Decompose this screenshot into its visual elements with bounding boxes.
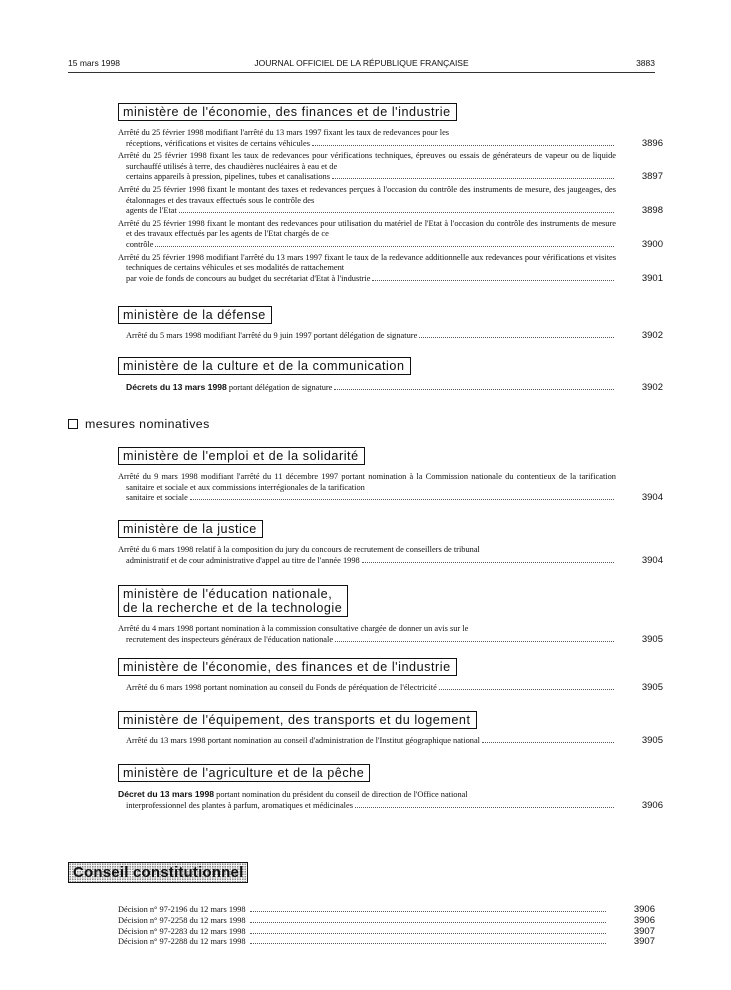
ministry-heading-line: ministère de la culture et de la communication (123, 359, 405, 373)
header-date: 15 mars 1998 (68, 58, 120, 68)
entry-text: réceptions, vérifications et visites de certains véhicules (126, 138, 310, 148)
entry-leader-line (126, 801, 616, 812)
decision-row (118, 925, 655, 938)
section-economie-2 (118, 658, 663, 696)
ministry-heading (118, 764, 370, 782)
entry (118, 789, 663, 811)
ministry-heading-line: ministère de la défense (123, 308, 266, 322)
entry-leader-line (126, 274, 616, 285)
entry-text: Arrêté du 6 mars 1998 relatif à la composition du jury du concours de recrutement de conseillers de tribunal (118, 545, 480, 554)
entry-text: recrutement des inspecteurs généraux de l'éducation nationale (126, 634, 334, 644)
entry-last-line (126, 206, 177, 217)
decision-page: 3907 (633, 925, 655, 937)
dot-leader (155, 246, 614, 247)
dot-leader (362, 562, 614, 563)
ministry-heading-line: ministère de l'emploi et de la solidarité (123, 449, 359, 463)
dot-leader (419, 337, 614, 338)
section-culture (118, 357, 663, 396)
page-number: 3883 (636, 58, 655, 68)
entry-text: Arrêté du 25 février 1998 modifiant l'arrêté du 13 mars 1997 fixant le taux de la redevance additionnelle aux redevances pour vérifications et visites techniques de certains véhicules et ses modalités de rattachement (118, 252, 616, 273)
dot-leader (439, 689, 614, 690)
dot-leader (250, 933, 606, 934)
entry-leader-line (126, 206, 616, 217)
header-rule (68, 72, 655, 73)
entry (118, 682, 663, 694)
entry-page: 3897 (641, 171, 663, 183)
entry-last-line (126, 274, 370, 285)
entry (118, 472, 663, 504)
entry-text: sanitaire et sociale (126, 493, 188, 503)
section-agriculture (118, 764, 663, 813)
entry-text: Arrêté du 25 février 1998 modifiant l'arrêté du 13 mars 1997 fixant les taux de redevances pour les (118, 128, 450, 137)
entry-page: 3904 (641, 492, 663, 504)
decision-list (118, 905, 655, 948)
entry-text: administratif et de cour administrative d'appel au titre de l'année 1998 (126, 555, 360, 565)
entry-page: 3896 (641, 137, 663, 149)
ministry-heading-line: de la recherche et de la technologie (123, 601, 343, 615)
dot-leader (250, 943, 606, 944)
entry-page: 3901 (641, 272, 663, 284)
entry-page: 3902 (641, 382, 663, 393)
decision-page: 3906 (633, 914, 655, 926)
entry-text: Arrêté du 4 mars 1998 portant nomination à la commission consultative chargée de donner un avis sur le (118, 624, 469, 633)
entry (118, 218, 663, 251)
entry-page: 3902 (641, 330, 663, 341)
entry (118, 184, 663, 217)
entry-text: Arrêté du 6 mars 1998 portant nomination au conseil du Fonds de péréquation de l'électricité (126, 683, 437, 692)
entry (118, 735, 663, 747)
entry-bold-title: Décret du 13 mars 1998 (118, 789, 215, 799)
entry-page: 3904 (641, 554, 663, 566)
entry-last-line (126, 556, 360, 567)
entry-leader-line (126, 556, 616, 567)
entry-last-line (126, 172, 330, 183)
entry-text: Arrêté du 9 mars 1998 modifiant l'arrêté du 11 décembre 1997 portant nomination à la Commission nationale du contentieux de la tarification sanitaire et sociale et aux commissions interrégionales de la tarification (118, 472, 616, 492)
entry-text: Arrêté du 25 février 1998 fixant le montant des redevances pour utilisation du matériel de l'Etat à l'occasion du contrôle des instruments de mesure et des travaux effectués par les agents de l'Etat chargés de ce (118, 218, 616, 239)
section-education (118, 585, 663, 647)
ministry-heading (118, 306, 272, 324)
entry-last-line (126, 493, 188, 504)
entry-page: 3898 (641, 205, 663, 217)
entry-leader-line (126, 683, 616, 694)
mesures-nominatives-heading (68, 417, 210, 431)
decision-row (118, 904, 655, 916)
mesures-label: mesures nominatives (85, 417, 210, 431)
checkbox-icon (68, 419, 78, 429)
decision-text: Décision n° 97-2283 du 12 mars 1998 (118, 926, 246, 936)
section-emploi (118, 447, 663, 506)
ministry-heading (118, 103, 457, 121)
ministry-heading-line: ministère de l'économie, des finances et de l'industrie (123, 660, 451, 674)
entry-page: 3905 (641, 682, 663, 693)
ministry-heading (118, 447, 365, 465)
decision-page: 3907 (633, 936, 655, 948)
entry (118, 252, 663, 285)
decision-row (118, 936, 655, 948)
entry-text: par voie de fonds de concours au budget du secrétariat d'Etat à l'industrie (126, 273, 371, 283)
entry-leader-line (126, 493, 616, 504)
section-justice (118, 520, 663, 568)
entry-text: Arrêté du 25 février 1998 fixant les taux de redevances pour vérifications techniques, épreuves ou essais de générateurs de vapeur ou de liquide surchauffé utilisés à terre, des chaudières nucléaires à eau et de (118, 151, 616, 171)
running-header (68, 58, 655, 70)
decision-text: Décision n° 97-2196 du 12 mars 1998 (118, 905, 246, 914)
entry-text: portant délégation de signature (226, 383, 333, 392)
entry-bold-title: Décrets du 13 mars 1998 (126, 382, 227, 392)
entry-last-line (126, 801, 353, 812)
ministry-heading (118, 357, 411, 375)
entry-text: Arrêté du 13 mars 1998 portant nomination au conseil d'administration de l'Institut géographique national (126, 736, 480, 745)
entry-text: Arrêté du 5 mars 1998 modifiant l'arrêté du 9 juin 1997 portant délégation de signature (126, 331, 418, 340)
entry-leader-line (126, 240, 616, 251)
dot-leader (355, 807, 614, 808)
entry-leader-line (126, 635, 616, 646)
entry (118, 128, 663, 149)
entry-last-line (126, 139, 310, 150)
section-defense (118, 306, 663, 344)
entry-leader-line (126, 172, 616, 183)
ministry-heading-line: ministère de l'équipement, des transports et du logement (123, 713, 471, 727)
ministry-heading (118, 711, 477, 729)
dot-leader (190, 499, 614, 500)
ministry-heading (118, 658, 457, 676)
dot-leader (335, 641, 614, 642)
decision-page: 3906 (633, 904, 655, 915)
entry-leader-line (126, 382, 616, 394)
entry-text: portant nomination du président du conseil de direction de l'Office national (214, 790, 468, 799)
dot-leader (332, 178, 614, 179)
dot-leader (334, 389, 614, 390)
entry-leader-line (126, 139, 616, 150)
entry (118, 382, 663, 394)
dot-leader (179, 212, 614, 213)
entry-page: 3905 (641, 633, 663, 645)
dot-leader (312, 145, 614, 146)
ministry-heading (118, 585, 348, 617)
entry-page: 3900 (641, 238, 663, 250)
entry-last-line (126, 635, 333, 646)
dot-leader (250, 922, 606, 923)
entry-text: agents de l'Etat (126, 206, 177, 216)
dot-leader (372, 280, 614, 281)
entry (118, 545, 663, 566)
conseil-constitutionnel-heading: Conseil constitutionnel (68, 862, 248, 883)
entry-text: interprofessionnel des plantes à parfum, aromatiques et médicinales (126, 800, 353, 810)
decision-text: Décision n° 97-2258 du 12 mars 1998 (118, 915, 246, 925)
entry-last-line (126, 382, 332, 394)
entry (118, 151, 663, 183)
entry-last-line (126, 240, 153, 251)
entry-page: 3905 (641, 735, 663, 746)
entry-text: certains appareils à pression, pipelines, tubes et canalisations (126, 172, 330, 182)
entry-last-line (126, 736, 480, 747)
dot-leader (250, 911, 606, 912)
entry-text: Arrêté du 25 février 1998 fixant le montant des taxes et redevances perçues à l'occasion du contrôle des instruments de mesure, des jaugeages, des étalonnages et des travaux effectués sous le contrôle des (118, 184, 616, 205)
ministry-heading-line: ministère de la justice (123, 522, 257, 536)
entry-last-line (126, 331, 417, 342)
journal-title: JOURNAL OFFICIEL DE LA RÉPUBLIQUE FRANÇAISE (254, 58, 469, 68)
dot-leader (482, 742, 614, 743)
ministry-heading-line: ministère de l'éducation nationale, (123, 587, 333, 601)
ministry-heading-line: ministère de l'économie, des finances et de l'industrie (123, 105, 451, 119)
section-equipement (118, 711, 663, 749)
ministry-heading (118, 520, 263, 538)
entry-page: 3906 (641, 799, 663, 811)
decision-row (118, 914, 655, 927)
entry-text: contrôle (126, 239, 154, 249)
entry-leader-line (126, 736, 616, 747)
entry-leader-line (126, 331, 616, 342)
entry-last-line (126, 683, 437, 694)
entry (118, 624, 663, 645)
ministry-heading-line: ministère de l'agriculture et de la pêche (123, 766, 365, 780)
decision-text: Décision n° 97-2288 du 12 mars 1998 (118, 937, 246, 947)
section-economie-1 (118, 103, 663, 286)
entry (118, 330, 663, 342)
